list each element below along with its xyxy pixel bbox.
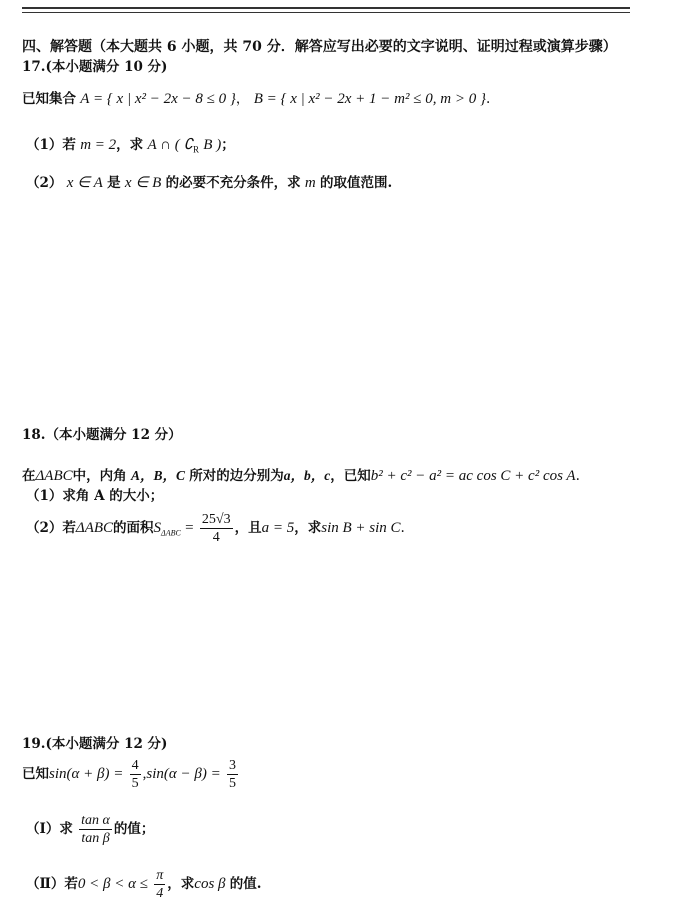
q19-sin2: sin(α − β) =	[146, 766, 221, 782]
section-heading: 四、解答题（本大题共 6 小题，共 70 分．解答应写出必要的文字说明、证明过程或演算步骤）	[22, 39, 617, 55]
q19-p1-num: tan α	[81, 813, 110, 828]
q18-p2-expr: sin B + sin C	[321, 520, 401, 536]
q19-part2	[26, 866, 262, 902]
q18-l1-d: ，已知	[330, 468, 371, 484]
q17-p1-label: （1）若	[26, 137, 76, 153]
q19-part1	[26, 811, 154, 847]
q17-set-b: B = { x | x² − 2x + 1 − m² ≤ 0, m > 0 }	[253, 91, 486, 107]
q18-p2-sub: ΔABC	[161, 528, 181, 538]
q19-title: 19.(本小题满分 12 分)	[22, 736, 168, 752]
q19-p1-fraction	[79, 812, 112, 847]
q19-fraction-2	[227, 757, 238, 792]
q19-p1-label: （Ⅰ）求	[26, 821, 73, 837]
q17-part1	[26, 136, 235, 159]
q18-p2-s: S	[153, 520, 162, 536]
q17-p2-label: （2）	[26, 175, 63, 191]
top-rule-thick	[22, 7, 630, 9]
q18-p2-eq: =	[185, 520, 194, 536]
q17-set-a: A = { x | x² − 2x − 8 ≤ 0 }	[80, 91, 236, 107]
q18-l1-end: .	[575, 468, 580, 484]
q17-p2-b: x ∈ B	[124, 175, 162, 191]
q17-p1-m: m = 2	[80, 137, 117, 153]
q19-p2-den: 4	[156, 886, 164, 901]
q17-p2-end: 的取值范围.	[320, 175, 393, 191]
q18-p2-a-val: a = 5	[261, 520, 295, 536]
q18-p2-end: .	[400, 520, 405, 536]
q18-p2-d: ，求	[294, 520, 322, 536]
q19-sin1: sin(α + β) =	[49, 766, 124, 782]
q19-p2-expr: cos β	[194, 876, 226, 892]
top-rule-thin	[22, 12, 630, 13]
q18-l1-angles: A，B，C	[130, 468, 185, 483]
q17-p2-a: x ∈ A	[66, 175, 103, 191]
q18-l1-b: 中，内角	[72, 468, 127, 484]
q18-l1-c: 所对的边分别为	[189, 468, 284, 484]
q17-p1-expr2: B )	[203, 137, 222, 153]
q18-p2-b: 的面积	[113, 520, 154, 536]
q18-p2-c: ，且	[234, 520, 262, 536]
q19-p2-end: 的值.	[229, 876, 262, 892]
q17-end: .	[485, 91, 491, 107]
q19-p2-num: π	[156, 868, 164, 883]
q18-title: 18.（本小题满分 12 分）	[22, 427, 182, 443]
q19-den-1: 5	[131, 776, 139, 791]
q17-p2-mid2: 的必要不充分条件，求	[165, 175, 301, 191]
q19-num-2: 3	[229, 758, 237, 773]
q19-p2-mid: ，求	[167, 876, 195, 892]
q18-p2-tri: ΔABC	[75, 520, 114, 536]
q17-p1-mid: ，求	[116, 137, 144, 153]
q17-p1-end: ；	[221, 137, 235, 153]
q19-p1-den: tan β	[81, 831, 110, 846]
q17-prefix: 已知集合	[22, 91, 76, 107]
q18-area-fraction	[200, 511, 233, 546]
q19-p1-end: 的值；	[113, 821, 155, 837]
q17-p1-sub: R	[192, 144, 199, 155]
q18-p2-a: （2）若	[26, 520, 76, 536]
q18-part2	[26, 511, 405, 546]
q19-given: 已知	[22, 766, 49, 782]
q18-l1-eq: b² + c² − a² = ac cos C + c² cos A	[370, 468, 576, 484]
q17-title: 17.(本小题满分 10 分)	[22, 59, 168, 75]
q19-p2-fraction	[154, 867, 165, 902]
q18-area-numerator: 25√3	[201, 512, 231, 527]
q18-l1-tri: ΔABC	[35, 468, 73, 484]
q19-statement	[22, 756, 240, 792]
q18-part1: （1）求角 A 的大小；	[26, 488, 164, 504]
q18-statement	[22, 467, 580, 485]
q19-p2-ineq: 0 < β < α ≤	[77, 876, 148, 892]
q19-comma: ,	[142, 766, 147, 782]
q17-p2-mid1: 是	[107, 175, 121, 191]
q17-part2	[26, 174, 392, 192]
q17-p1-expr: A ∩ ( ∁	[147, 137, 193, 153]
q17-sep: ，	[235, 91, 250, 107]
q17-p2-m: m	[304, 175, 316, 191]
q18-l1-a: 在	[22, 468, 36, 484]
q19-den-2: 5	[229, 776, 237, 791]
q19-num-1: 4	[131, 758, 139, 773]
q19-fraction-1	[130, 757, 141, 792]
q19-p2-label: （Ⅱ）若	[26, 876, 78, 892]
q17-statement	[22, 90, 490, 108]
q18-area-denominator: 4	[212, 530, 220, 545]
q18-l1-sides: a，b，c	[283, 468, 331, 483]
